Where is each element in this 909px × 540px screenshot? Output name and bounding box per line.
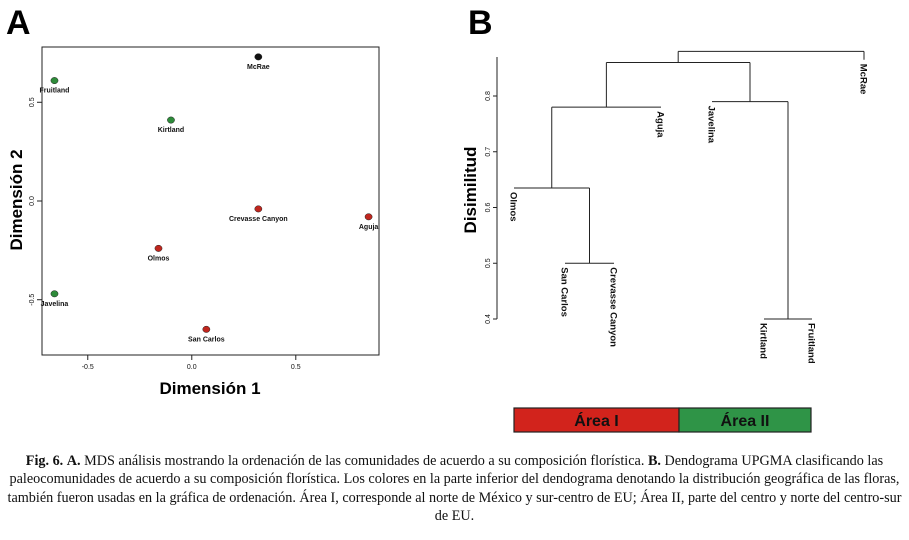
mds-y-tick-label: -0.5 xyxy=(29,293,36,306)
area-label: Área II xyxy=(720,413,770,430)
caption-b-label: B. xyxy=(647,453,661,469)
dendrogram-y-tick-label: 0.7 xyxy=(485,146,492,157)
mds-point-label: San Carlos xyxy=(188,336,225,344)
mds-point-label: Kirtland xyxy=(157,127,185,135)
mds-x-tick-label: 0.0 xyxy=(186,364,197,371)
dendrogram-leaf-labels xyxy=(508,64,869,364)
mds-point xyxy=(167,117,174,123)
dendrogram-leaf-label: Kirtland xyxy=(757,323,769,359)
mds-point-label: Javelina xyxy=(40,300,69,308)
caption-fig-label: Fig. 6. xyxy=(25,453,64,469)
dendrogram-leaf-label: Aguja xyxy=(654,111,666,138)
dendrogram-leaf-label: Javelina xyxy=(705,105,717,144)
mds-point xyxy=(203,326,210,332)
dendrogram-y-tick-label: 0.8 xyxy=(485,91,492,101)
mds-y-axis-label: Dimensión 2 xyxy=(7,149,26,251)
area-label: Área I xyxy=(574,413,619,430)
mds-point-label: Crevasse Canyon xyxy=(228,215,288,223)
mds-x-axis-label: Dimensión 1 xyxy=(159,379,261,398)
mds-point-label: Aguja xyxy=(358,223,379,231)
mds-x-tick-label: 0.5 xyxy=(290,364,301,371)
dendrogram-leaf-label: Fruitland xyxy=(805,323,817,364)
caption-a-label: A. xyxy=(66,453,81,469)
mds-plot-frame xyxy=(39,47,379,355)
mds-point xyxy=(365,214,372,220)
mds-y-tick-label: 0.5 xyxy=(29,97,36,108)
dendrogram-panel xyxy=(461,4,869,432)
dendrogram-leaf-label: San Carlos xyxy=(558,267,570,317)
dendrogram-y-axis-label: Disimilitud xyxy=(461,146,480,234)
panel-a-label: A xyxy=(6,4,31,42)
mds-point-label: Olmos xyxy=(147,255,170,263)
mds-y-tick-label: 0.0 xyxy=(29,196,36,206)
mds-point-label: McRae xyxy=(247,63,270,71)
mds-x-tick-label: -0.5 xyxy=(81,364,94,371)
dendrogram-y-axis xyxy=(485,57,497,324)
figure-caption xyxy=(6,452,903,526)
dendrogram-leaf-label: Olmos xyxy=(507,191,519,222)
panel-b-label: B xyxy=(468,4,493,42)
dendrogram-leaf-label: McRae xyxy=(857,63,869,95)
dendrogram-y-tick-label: 0.5 xyxy=(485,258,492,269)
dendrogram-y-tick-label: 0.6 xyxy=(485,202,492,213)
caption-a-text: MDS análisis mostrando la ordenación de las comunidades de acuerdo a su composición florística. xyxy=(84,453,645,469)
mds-point xyxy=(51,291,58,297)
mds-points xyxy=(40,54,379,344)
mds-axes xyxy=(29,97,301,371)
dendrogram-y-tick-label: 0.4 xyxy=(485,314,492,324)
area-bar xyxy=(514,408,811,432)
caption-b-text: Dendograma UPGMA clasificando las paleocomunidades de acuerdo a su composición florística. Los colores en la parte inferior del dendograma denotando la distribución geográfica de las floras, también fueron usadas en la gráfica de ordenación. Área I, corresponde al norte de México y sur-centro de EU; Área II, parte del centro y norte del centro-sur de EU. xyxy=(7,453,902,525)
mds-point xyxy=(51,77,58,83)
mds-point xyxy=(155,245,162,251)
mds-point-label: Fruitland xyxy=(39,87,70,95)
mds-panel xyxy=(6,4,379,398)
mds-point xyxy=(255,54,262,60)
dendrogram-leaf-label: Crevasse Canyon xyxy=(607,267,619,347)
mds-point xyxy=(255,206,262,212)
